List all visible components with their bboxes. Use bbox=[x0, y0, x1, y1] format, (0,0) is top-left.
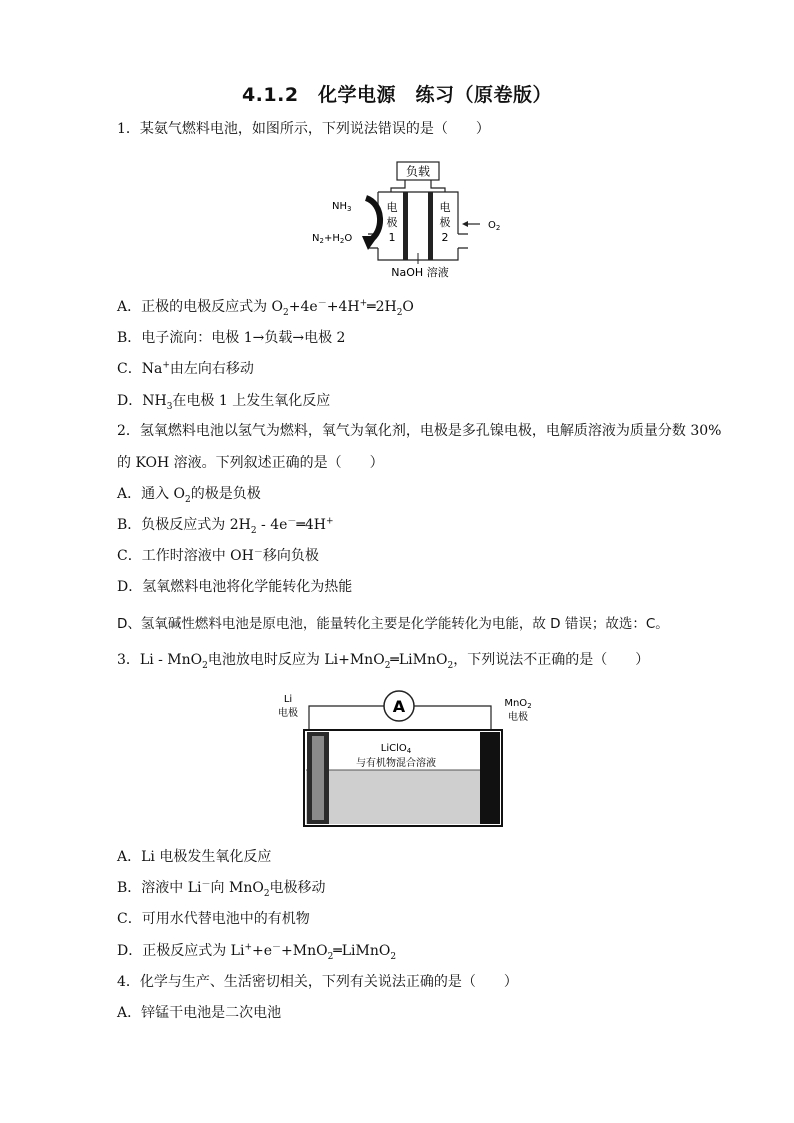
svg-text:电极: 电极 bbox=[508, 712, 528, 723]
q3-option-a: A．Li 电极发生氧化反应 bbox=[117, 849, 272, 865]
svg-text:Li: Li bbox=[283, 694, 293, 705]
svg-text:电极: 电极 bbox=[278, 708, 298, 719]
q2-option-b: B．负极反应式为 $2H_2$ - 4e－═4H+ bbox=[117, 516, 334, 536]
li-mno2-battery-diagram bbox=[276, 690, 536, 830]
q3-option-d: D．正极反应式为 Li++e－+MnO$_2$═LiMnO$_2$ bbox=[117, 942, 397, 962]
svg-text:1: 1 bbox=[388, 231, 396, 244]
q4-option-a: A．锌锰干电池是二次电池 bbox=[117, 1005, 282, 1021]
svg-text:O2: $O_2$ bbox=[488, 220, 501, 232]
q1-option-c: C．Na+由左向右移动 bbox=[117, 360, 254, 377]
svg-text:2: 2 bbox=[441, 231, 449, 244]
naoh-label: NaOH 溶液 bbox=[391, 266, 449, 279]
svg-text:N2+H2O: $N_2+H_2O$ bbox=[312, 233, 353, 245]
question-4-stem: 4．化学与生产、生活密切相关，下列有关说法正确的是（ ） bbox=[117, 974, 518, 990]
question-3-stem: 3．Li - MnO$_2$电池放电时反应为 Li+MnO$_2$═LiMnO$_2$，下列说法不正确的是（ ） bbox=[117, 652, 650, 671]
q2-answer-note: D、氢氧碱性燃料电池是原电池，能量转化主要是化学能转化为电能，故 D 错误；故选：C。 bbox=[117, 616, 669, 632]
question-2-stem-line-1: 2．氢氧燃料电池以氢气为燃料，氧气为氧化剂，电极是多孔镍电极，电解质溶液为质量分数 30% bbox=[117, 423, 722, 439]
svg-text:极: 极 bbox=[386, 216, 398, 229]
svg-text:电: 电 bbox=[439, 201, 451, 214]
svg-text:LiClO4: LiClO$_4$ bbox=[380, 743, 412, 755]
load-label: 负载 bbox=[405, 164, 431, 179]
svg-text:极: 极 bbox=[439, 216, 451, 229]
ammonia-fuel-cell-diagram bbox=[308, 158, 508, 280]
question-1-stem: 1．某氨气燃料电池，如图所示，下列说法错误的是（ ） bbox=[117, 121, 490, 137]
page-title: 4.1.2 化学电源 练习（原卷版） bbox=[241, 84, 553, 106]
svg-text:NH3: $NH_3$ bbox=[332, 201, 352, 213]
q3-option-b: B．溶液中 Li－向 MnO$_2$电极移动 bbox=[117, 879, 326, 899]
q2-option-c: C．工作时溶液中 OH－移向负极 bbox=[117, 547, 319, 564]
q1-option-d: D．$NH_3$在电极 1 上发生氧化反应 bbox=[117, 393, 331, 412]
q1-option-a: A．正极的电极反应式为 $O_2+4e^-+4H^+═2H_2O$ bbox=[117, 298, 414, 318]
q2-option-d: D．氢氧燃料电池将化学能转化为热能 bbox=[117, 579, 353, 595]
svg-text:MnO2: MnO$_2$ bbox=[504, 698, 532, 710]
question-2-stem-line-2: 的 KOH 溶液。下列叙述正确的是（ ） bbox=[117, 455, 384, 471]
svg-text:电: 电 bbox=[386, 201, 398, 214]
q1-option-b: B．电子流向：电极 1→负载→电极 2 bbox=[117, 330, 346, 346]
q3-option-c: C．可用水代替电池中的有机物 bbox=[117, 911, 310, 927]
ammeter-label: A bbox=[392, 697, 406, 716]
q2-option-a: A．通入 $O_2$的极是负极 bbox=[117, 486, 261, 505]
svg-text:与有机物混合溶液: 与有机物混合溶液 bbox=[356, 758, 436, 769]
